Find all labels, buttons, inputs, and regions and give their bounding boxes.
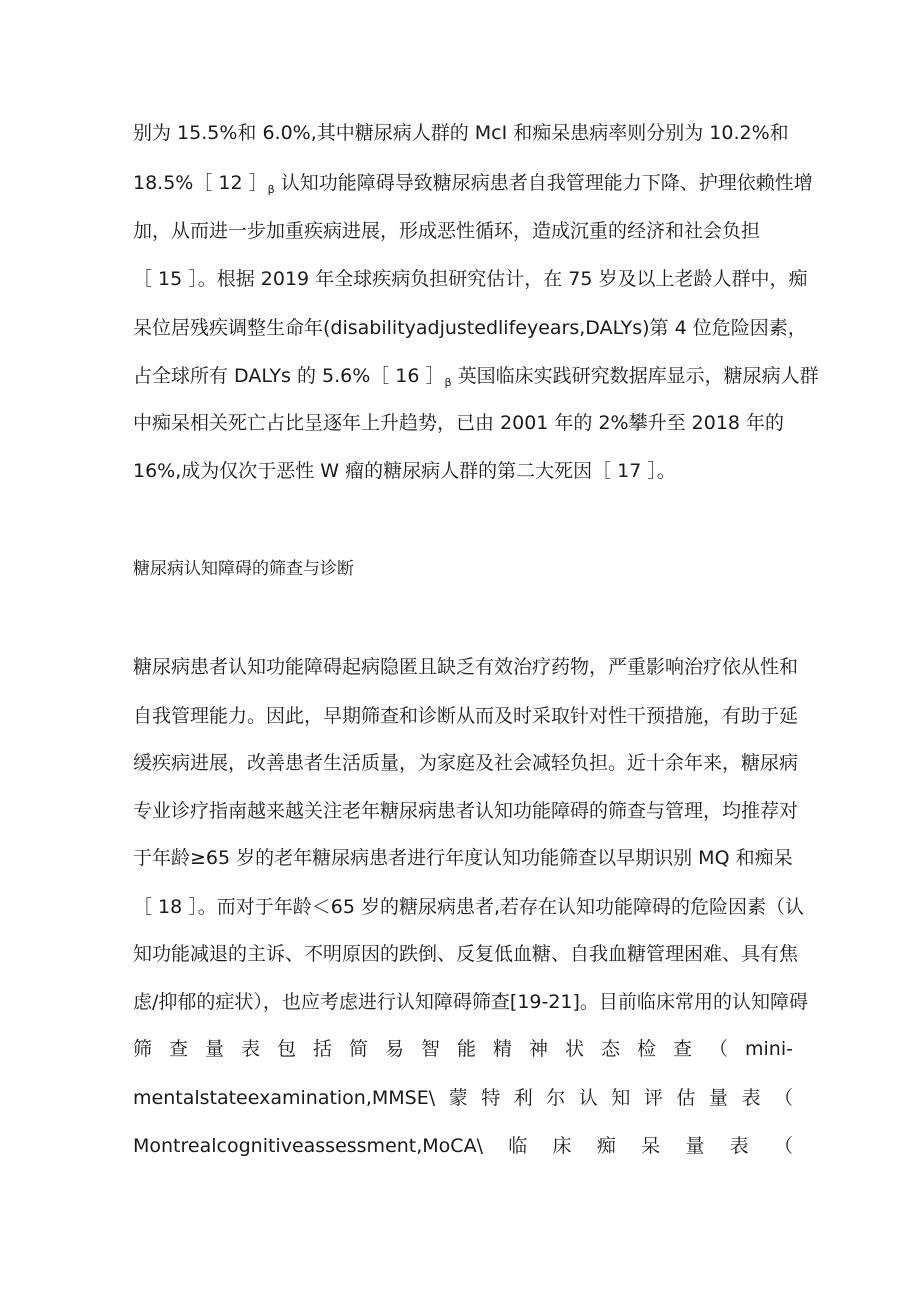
paragraph-2-line-11 [133,1134,793,1158]
paragraph-1-line-7: 中痴呆相关死亡占比呈逐年上升趋势，已由 2001 年的 2%攀升至 2018 年的 [133,412,785,434]
justified-word: 包 [277,1038,297,1060]
paragraph-1-line-2 [133,171,813,202]
paragraph-2-line-4: 专业诊疗指南越来越关注老年糖尿病患者认知功能障碍的筛查与管理，均推荐对 [133,800,799,822]
paragraph-2-line-1: 糖尿病患者认知功能障碍起病隐匿且缺乏有效治疗药物，严重影响治疗依从性和 [133,656,799,678]
justified-word: 简 [349,1038,369,1060]
paragraph-2-line-10 [133,1086,793,1110]
text-span: 18.5%［ 12 ］ [133,172,268,194]
text-span: 占全球所有 DALYs 的 5.6%［ 16 ］ [133,365,445,387]
text-span: 认知功能障碍导致糖尿病患者自我管理能力下降、护理依赖性增 [274,172,813,194]
section-heading: 糖尿病认知障碍的筛查与诊断 [133,559,354,579]
justified-word: 表 [729,1135,749,1157]
paragraph-2-line-3: 缓疾病进展，改善患者生活质量，为家庭及社会减轻负担。近十余年来，糖尿病 [133,752,799,774]
paragraph-2-line-9 [133,1037,793,1061]
text-span: 英国临床实践研究数据库显示，糖尿病人群 [451,365,819,387]
justified-word: 床 [552,1135,572,1157]
justified-word: 能 [457,1038,477,1060]
justified-word: 智 [421,1038,441,1060]
paragraph-2-line-7: 知功能减退的主诉、不明原因的跌倒、反复低血糖、自我血糖管理困难、具有焦 [133,943,799,965]
justified-word: 易 [385,1038,405,1060]
justified-word: 态 [601,1038,621,1060]
subscript-text: β [267,183,275,196]
paragraph-2-line-6: ［ 18 ］。而对于年龄＜65 岁的糖尿病患者,若存在认知功能障碍的危险因素（认 [133,896,805,918]
justified-word: 呆 [641,1135,661,1157]
justified-word: 利 [513,1087,533,1109]
justified-word: mini- [745,1038,793,1060]
justified-word: 量 [205,1038,225,1060]
justified-word: 检 [637,1038,657,1060]
paragraph-2-line-2: 自我管理能力。因此，早期筛查和诊断从而及时采取针对性干预措施，有助于延 [133,705,799,727]
subscript-text: β [444,376,452,389]
justified-word: Montrealcognitiveassessment,MoCA\ [133,1135,483,1157]
justified-word: 筛 [133,1038,153,1060]
justified-word: （ [773,1135,793,1157]
justified-word: 状 [565,1038,585,1060]
paragraph-2-line-8: 虑/抑郁的症状），也应考虑进行认知障碍筛查[19-21]。目前临床常用的认知障碍 [133,991,808,1013]
paragraph-1-line-3: 加，从而进一步加重疾病进展，形成恶性循环，造成沉重的经济和社会负担 [133,220,761,242]
justified-word: 知 [611,1087,631,1109]
paragraph-1-line-8: 16%,成为仅次于恶性 W 瘤的糖尿病人群的第二大死因［ 17 ］。 [133,460,676,482]
justified-word: 表 [741,1087,761,1109]
justified-word: 查 [673,1038,693,1060]
paragraph-1-line-1: 别为 15.5%和 6.0%,其中糖尿病人群的 McI 和痴呆患病率则分别为 10.2%和 [133,122,789,144]
justified-word: 量 [685,1135,705,1157]
justified-word: 神 [529,1038,549,1060]
justified-word: 评 [643,1087,663,1109]
paragraph-1-line-4: ［ 15 ］。根据 2019 年全球疾病负担研究估计，在 75 岁及以上老龄人群中，痴 [133,268,808,290]
justified-word: mentalstateexamination,MMSE\ [133,1087,436,1109]
justified-word: 精 [493,1038,513,1060]
paragraph-2-line-5: 于年龄≥65 岁的老年糖尿病患者进行年度认知功能筛查以早期识别 MQ 和痴呆 [133,847,793,869]
justified-word: 估 [676,1087,696,1109]
paragraph-1-line-6 [133,364,819,395]
justified-word: 蒙 [448,1087,468,1109]
justified-word: 括 [313,1038,333,1060]
justified-word: 认 [578,1087,598,1109]
justified-word: 表 [241,1038,261,1060]
justified-word: 量 [708,1087,728,1109]
justified-word: （ [773,1087,793,1109]
justified-word: （ [709,1038,729,1060]
justified-word: 临 [508,1135,528,1157]
justified-word: 痴 [596,1135,616,1157]
justified-word: 查 [169,1038,189,1060]
justified-word: 特 [481,1087,501,1109]
justified-word: 尔 [546,1087,566,1109]
paragraph-1-line-5: 呆位居残疾调整生命年(disabilityadjustedlifeyears,DALYs)第 4 位危险因素， [133,317,807,339]
